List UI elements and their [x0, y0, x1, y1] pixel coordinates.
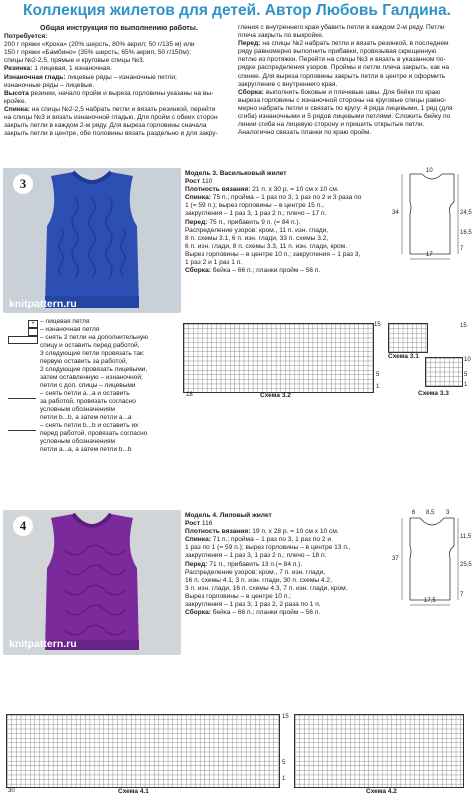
scheme-3-3-grid — [425, 357, 463, 387]
model-4-line-text: закругления – 1 раз 3, 1 раз 2 п.; плечо – 18 п. — [185, 552, 327, 560]
model-4-line — [185, 520, 390, 528]
general-right-line-text: выреза горловины с изнаночной стороны на круговые спицы равно- — [238, 96, 447, 104]
legend-line: – снять 2 петли на дополнительную — [40, 334, 148, 341]
legend-line: – лицевая петля — [40, 318, 90, 325]
dim-4-c: 3 — [446, 510, 450, 516]
general-line — [4, 65, 234, 73]
model-3-line-label: Рост — [185, 178, 201, 186]
scheme-3-2-label: Схема 3.2 — [260, 392, 291, 399]
knit-symbol: + — [28, 320, 38, 328]
general-right-line — [238, 89, 470, 97]
row-num-15b: 15 — [460, 323, 467, 329]
model-3-line — [185, 227, 390, 235]
cross-left-symbol — [8, 392, 36, 399]
general-line — [4, 106, 234, 114]
scheme-3-1-grid — [388, 323, 428, 353]
general-right-line-text: петлю из протяжки. Перейти на спицы №3 и вязать в указанном по- — [238, 56, 446, 64]
model-4-line-text: Вырез горловины – в центре 10 п.; — [185, 592, 291, 600]
model-3-line — [185, 210, 390, 218]
general-line-text: закрыть петли в центре, обе половины вязать раздельно и для закру- — [4, 130, 218, 138]
legend-line: 2 следующие провязать лицевыми, — [40, 366, 148, 373]
model-3-line-text: 6 п. изн. глади, 8 п. схемы 3.3, 11 п. изн. глади, кром. — [185, 242, 348, 250]
general-line-text: 1 лицевая, 1 изнаночная. — [32, 65, 112, 73]
general-right-line-text: линии сгиба на лицевую сторону и пришить открытые петли. — [238, 121, 425, 129]
general-line-text: лицевые ряды – изнаночные петли; — [65, 73, 177, 81]
general-line-text: 150 г пряжи «Бамбино» (35% шерсть, 65% акрил, 50 г/150м); — [4, 49, 191, 57]
scheme-3-3-label: Схема 3.3 — [418, 390, 449, 397]
legend-line: – снять петли b...b и оставить их — [40, 422, 139, 429]
general-right-line — [238, 105, 470, 113]
general-right-line-text: закругление с внутреннего края. — [238, 80, 338, 88]
model-3-line-label: Плотность вязания: — [185, 186, 251, 194]
general-line — [4, 98, 234, 106]
general-right-text — [238, 24, 470, 137]
general-right-line-text: плеча закрыть по выкройке. — [238, 32, 324, 40]
legend-line: – изнаночная петля — [40, 326, 100, 333]
legend-line: петли с доп. спицы – лицевыми — [40, 382, 136, 389]
model-4-line-label: Рост — [185, 520, 201, 528]
general-right-line — [238, 24, 470, 32]
row-num-1: 1 — [376, 384, 380, 390]
legend — [6, 318, 176, 453]
model-4-line-text: 19 п. х 28 р. = 10 см х 10 см. — [250, 528, 339, 536]
model-4-line — [185, 536, 390, 544]
col-num-30: 30 — [8, 788, 15, 794]
model-4-line-label: Перед: — [185, 560, 208, 568]
legend-line: петли b...b, а затем петли a...a — [40, 414, 132, 421]
general-right-line-text: на спицы №2 набрать петли и вязать резинкой, в последнем — [260, 40, 449, 48]
dim-side: 16,5 — [460, 230, 472, 236]
dim-4-b: 8,5 — [426, 510, 435, 516]
model-4-line — [185, 593, 390, 601]
dim-4-a: 6 — [412, 510, 416, 516]
cable-symbol — [8, 336, 38, 344]
general-instructions — [4, 24, 234, 138]
dim-armhole: 24,5 — [460, 210, 472, 216]
model-3-line — [185, 170, 390, 178]
legend-line: 3 следующие петли провязать так: — [40, 350, 145, 357]
model-4-schematic — [392, 510, 472, 610]
model-4-line — [185, 552, 390, 560]
model-4-description — [185, 512, 390, 617]
general-line-text: резинки, начало пройм и выреза горловины указаны на вы- — [28, 89, 214, 97]
legend-line: спицу и оставить перед работой, — [40, 342, 140, 349]
model-3-line — [185, 267, 390, 275]
model-4-line — [185, 577, 390, 585]
model-3-line — [185, 219, 390, 227]
model-4-line-text: 3 п. изн. глади, 16 п. схемы 4.3, 7 п. изн. глади, кром. — [185, 584, 348, 592]
model-4-line-label: Модель 4. Лиловый жилет — [185, 512, 272, 519]
dim-length: 34 — [392, 210, 399, 216]
general-line-text: на спицы №3 и вязать изнаночной гладью. Для пройм с обеих сторон — [4, 114, 218, 122]
vest-photo-model-4 — [3, 510, 181, 655]
model-3-line-text: 21 п. х 30 р. = 10 см х 10 см. — [250, 186, 339, 194]
general-right-line — [238, 32, 470, 40]
general-right-line-text: выполнить боковые и плечевые швы. Для бейки по краю — [263, 88, 441, 96]
model-3-line-text: 75 п.; пройма – 1 раз по 3, 1 раз по 2 и 3 раза по — [210, 194, 362, 202]
model-3-line — [185, 235, 390, 243]
model-4-line — [185, 561, 390, 569]
general-left-text — [4, 33, 234, 138]
cross-right-symbol — [8, 424, 36, 431]
scheme-4-1-grid — [6, 714, 280, 788]
dim-4-rib: 7 — [460, 592, 464, 598]
general-right-line — [238, 121, 470, 129]
model-3-line-text: 1 (= 59 п.); вырез горловины – в центре 15 п., — [185, 202, 324, 210]
general-line — [4, 90, 234, 98]
general-line — [4, 33, 234, 41]
general-right-line — [238, 129, 470, 137]
model-3-line-text: закругления – 1 раз 3, 1 раз 2 п.; плечо – 17 п. — [185, 210, 327, 218]
general-right-line — [238, 64, 470, 72]
dim-width: 17 — [426, 252, 433, 258]
general-line-text: изнаночные ряды – лицевые. — [4, 81, 95, 89]
model-3-line-label: Модель 3. Васильковый жилет — [185, 170, 287, 177]
legend-line: перед работой, провязать согласно — [40, 430, 148, 437]
row-num-5b: 5 — [464, 372, 468, 378]
dim-neck: 10 — [426, 168, 433, 174]
row-num-15: 15 — [374, 322, 381, 328]
model-3-line — [185, 178, 390, 186]
scheme-4-1-label: Схема 4.1 — [118, 788, 149, 795]
model-4-line-text: Распределение узоров: кром., 7 п. изн. глади, — [185, 568, 326, 576]
general-right-line-text: ряду равномерно выполнить прибавки, провязывая скрещенную — [238, 48, 437, 56]
model-4-line-label: Сборка: — [185, 609, 211, 617]
legend-line: условным обозначениям — [40, 438, 116, 445]
legend-line: петли a...a, а затем петли b...b — [40, 446, 132, 453]
model-3-line — [185, 259, 390, 267]
general-heading: Общая инструкция по выполнению работы. — [40, 23, 198, 32]
model-4-line-text: 16 п. схемы 4.1, 3 п. изн. глади, 30 п. схемы 4.2, — [185, 576, 332, 584]
model-3-line — [185, 202, 390, 210]
row-num-5c: 5 — [282, 760, 286, 766]
model-4-line-text: 71 п.; пройма – 1 раз по 3, 1 раз по 2 и — [210, 536, 332, 544]
legend-line: затем оставленную – изнаночной; — [40, 374, 143, 381]
general-right-line-label: Сборка: — [238, 88, 264, 96]
model-3-line-text: 75 п., прибавить 9 п. (= 84 п.). — [207, 218, 301, 226]
scheme-4-2-label: Схема 4.2 — [366, 788, 397, 795]
general-line-label: Высота — [4, 89, 29, 97]
row-num-10: 10 — [464, 357, 471, 363]
general-line-text: 200 г пряжи «Кроха» (20% шерсть, 80% акрил; 50 г/135 м) или — [4, 41, 195, 49]
model-3-line-text: Вырез горловины – в центре 10 п.; закругления – 1 раз 3, — [185, 250, 361, 258]
dim-4-side: 25,5 — [460, 562, 472, 568]
model-3-line-label: Сборка: — [185, 267, 211, 275]
dim-rib: 7 — [460, 246, 464, 252]
general-line — [4, 114, 234, 122]
general-right-line-text: мерно набрать петли и связать по кругу: 4 ряда лицевыми, 1 ряд (для — [238, 104, 453, 112]
general-line — [4, 74, 234, 82]
row-num-5: 5 — [376, 372, 380, 378]
model-3-line-text: 1 раз 2 и 1 раз 1 п. — [185, 259, 243, 267]
general-line-text: спицы №2-2,5, прямые и круговые спицы №3. — [4, 57, 145, 65]
general-right-line-text: спинке. Для выреза горловины закрыть петли в центре и оформить — [238, 72, 446, 80]
general-right-line — [238, 81, 470, 89]
general-line — [4, 49, 234, 57]
model-3-line — [185, 243, 390, 251]
row-num-1b: 1 — [464, 382, 468, 388]
page-title: Коллекция жилетов для детей. Автор Любовь Галдина. — [23, 2, 451, 19]
general-line-label: Спинка: — [4, 105, 30, 113]
model-4-line — [185, 601, 390, 609]
watermark-site-3: knitpattern.ru — [9, 298, 77, 310]
watermark-site-4: knitpattern.ru — [9, 638, 77, 650]
purl-symbol — [28, 328, 38, 336]
general-line-text: кройке. — [4, 97, 27, 105]
dim-4-length: 37 — [392, 556, 399, 562]
general-line — [4, 57, 234, 65]
general-line — [4, 130, 234, 138]
model-4-line-text: закругления – 1 раз 3, 1 раз 2, 2 раза по 1 п. — [185, 601, 321, 609]
col-num-18: 18 — [186, 392, 193, 398]
model-3-description — [185, 170, 390, 275]
model-4-badge: 4 — [13, 516, 33, 536]
scheme-4-2-grid — [294, 714, 464, 788]
model-4-line-text: 71 п., прибавить 13 п.(= 84 п.). — [207, 560, 303, 568]
general-line-label: Резинка: — [4, 65, 33, 73]
legend-text — [40, 318, 180, 454]
model-3-line-label: Спинка: — [185, 194, 211, 202]
general-right-line-text: Аналогично связать планки по краю пройм. — [238, 129, 372, 137]
model-3-badge: 3 — [13, 174, 33, 194]
row-num-1c: 1 — [282, 776, 286, 782]
vest-photo-model-3 — [3, 168, 181, 313]
legend-line: за работой, провязать согласно — [40, 398, 136, 405]
general-line-label: Изнаночная гладь: — [4, 73, 66, 81]
model-3-line-text: 110 — [200, 178, 213, 186]
model-4-line-text: 116 — [200, 520, 213, 528]
model-4-line — [185, 585, 390, 593]
general-line-text: закрыть петли в каждом 2-м ряду. Для выреза горловины сначала — [4, 122, 207, 130]
general-right-line — [238, 73, 470, 81]
model-4-line-text: 1 раз по 1 (= 59 п.); вырез горловины – в центре 13 п., — [185, 544, 351, 552]
model-4-line-label: Спинка: — [185, 536, 211, 544]
model-3-line-label: Перед: — [185, 218, 208, 226]
model-4-line — [185, 569, 390, 577]
model-4-line-text: бейка – 66 п.; планки пройм – 56 п. — [210, 609, 321, 617]
general-right-line-text: рядке распределения узоров. Проймы и петли плеча закрыть, как на — [238, 64, 450, 72]
general-right-line-text: сгиба) изнаночными и 5 рядов лицевыми петлями. Сложить бейку по — [238, 113, 451, 121]
model-3-line — [185, 194, 390, 202]
model-3-line — [185, 251, 390, 259]
general-right-line — [238, 97, 470, 105]
general-line-text: на спицы №2-2,5 набрать петли и вязать резинкой, перейти — [29, 105, 216, 113]
model-4-line — [185, 512, 390, 520]
general-line-label: Потребуется: — [4, 33, 48, 41]
scheme-3-1-label: Схема 3.1 — [388, 353, 419, 360]
model-4-line — [185, 544, 390, 552]
legend-line: условным обозначениям — [40, 406, 116, 413]
legend-line: первую оставить за работой, — [40, 358, 128, 365]
general-line — [4, 82, 234, 90]
dim-4-armhole: 11,5 — [460, 534, 472, 540]
model-3-schematic — [392, 170, 472, 262]
row-num-15c: 15 — [282, 714, 289, 720]
general-right-line-text: гления с внутреннего края убавить петли в каждом 2-м ряду. Петли — [238, 24, 445, 31]
general-right-line — [238, 113, 470, 121]
model-4-line — [185, 609, 390, 617]
model-3-line-text: бейка – 66 п.; планки пройм – 56 п. — [210, 267, 321, 275]
legend-line: – снять петли a...a и оставить — [40, 390, 130, 397]
model-4-line-label: Плотность вязания: — [185, 528, 251, 536]
general-line — [4, 122, 234, 130]
scheme-3-2-grid — [183, 323, 374, 393]
model-3-line-text: Распределение узоров: кром., 11 п. изн. глади, — [185, 226, 329, 234]
dim-4-width: 17,5 — [424, 598, 436, 604]
general-right-line-label: Перед: — [238, 40, 261, 48]
model-3-line-text: 8 п. схемы 3.1, 6 п. изн. глади, 33 п. схемы 3.2, — [185, 234, 329, 242]
